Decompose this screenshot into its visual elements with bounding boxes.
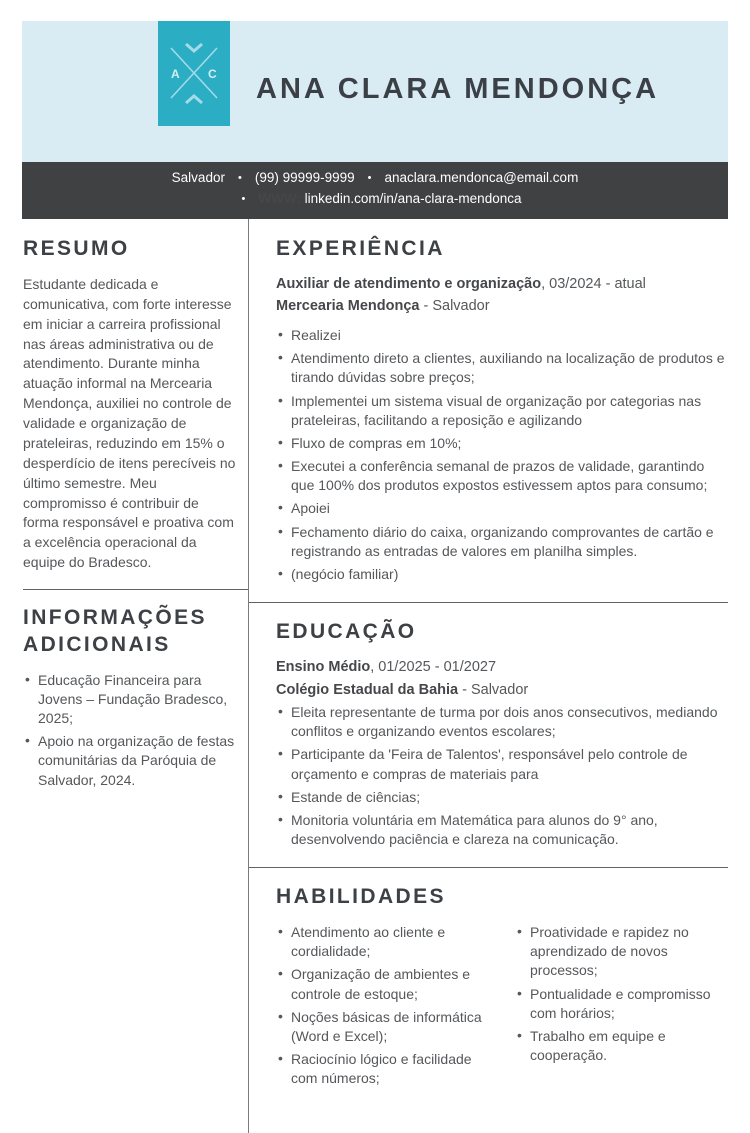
- experience-bullet: • Apoiei: [276, 499, 728, 518]
- left-section-divider: [23, 589, 248, 590]
- website-label: WWW:: [258, 191, 301, 206]
- skill-item: • Trabalho em equipe e cooperação.: [515, 1027, 728, 1065]
- education-bullet-list: [276, 703, 728, 849]
- monogram-logo-icon: [158, 21, 230, 126]
- contact-website-link[interactable]: linkedin.com/in/ana-clara-mendonca: [304, 191, 522, 206]
- education-bullet: • Estande de ciências;: [276, 788, 728, 807]
- skills-column-1: [276, 923, 489, 1092]
- contact-location: Salvador: [171, 170, 225, 185]
- education-bullet: • Eleita representante de turma por dois anos consecutivos, mediando conflitos e organizando eventos escolares;: [276, 703, 728, 741]
- contact-line-1: [32, 168, 718, 189]
- informacao-item: • Educação Financeira para Jovens – Fundação Bradesco, 2025;: [23, 671, 238, 729]
- section-informacoes-adicionais: [23, 605, 238, 790]
- separator-dot: •: [237, 172, 242, 184]
- experience-location: - Salvador: [419, 298, 490, 315]
- informacao-item: • Apoio na organização de festas comunitárias da Paróquia de Salvador, 2024.: [23, 732, 238, 790]
- section-experiencia: [276, 236, 728, 584]
- contact-line-2: [32, 189, 718, 210]
- section-habilidades: [276, 884, 728, 1092]
- educacao-heading: EDUCAÇÃO: [276, 620, 417, 644]
- resume-header: [22, 21, 728, 162]
- chevron-up-icon: [186, 96, 202, 103]
- education-period: , 01/2025 - 01/2027: [370, 658, 497, 675]
- informacoes-heading: INFORMAÇÕES ADICIONAIS: [23, 606, 207, 656]
- right-column: [249, 219, 728, 1133]
- experience-company-line: [276, 297, 728, 317]
- experience-company: Mercearia Mendonça: [276, 298, 420, 315]
- skill-item: • Noções básicas de informática (Word e Excel);: [276, 1008, 489, 1046]
- right-section-divider: [249, 867, 728, 868]
- skill-item: • Proatividade e rapidez no aprendizado de novos processos;: [515, 923, 728, 981]
- education-bullet: • Participante da 'Feira de Talentos', responsável pelo controle de orçamento e compras de materiais para: [276, 745, 728, 783]
- experience-bullet: • (negócio familiar): [276, 565, 728, 584]
- education-degree-line: [276, 658, 728, 678]
- experience-bullet: • Fechamento diário do caixa, organizando comprovantes de cartão e registrando as entradas de valores em planilha simples.: [276, 523, 728, 561]
- logo-left-initial: A: [171, 67, 180, 81]
- section-resumo: [23, 236, 238, 573]
- contact-email-link[interactable]: anaclara.mendonca@email.com: [384, 170, 579, 185]
- informacoes-list: [23, 671, 238, 790]
- education-bullet: • Monitoria voluntária em Matemática para alunos do 9° ano, desenvolvendo paciência e clareza na comunicação.: [276, 811, 728, 849]
- skills-column-2: [515, 923, 728, 1092]
- experience-bullet: • Atendimento direto a clientes, auxiliando na localização de produtos e tirando dúvidas sobre preços;: [276, 349, 728, 387]
- candidate-name: ANA CLARA MENDONÇA: [256, 73, 660, 105]
- resumo-text: Estudante dedicada e comunicativa, com forte interesse em iniciar a carreira profissional nas áreas administrativa ou de atendimento. Durante minha atuação informal na Mercearia Mendonça, auxiliei no controle de validade e organização de prateleiras, reduzindo em 15% o desperdício de itens perecíveis no último semestre. Meu compromisso é contribuir de forma responsável e proativa com a excelência operacional da equipe do Bradesco.: [23, 275, 236, 571]
- main-content: [22, 219, 728, 1133]
- separator-dot: •: [367, 172, 372, 184]
- skills-columns: [276, 923, 728, 1092]
- skill-item: • Raciocínio lógico e facilidade com números;: [276, 1050, 489, 1088]
- education-school: Colégio Estadual da Bahia: [276, 681, 459, 698]
- right-section-divider: [249, 602, 728, 603]
- section-educacao: [276, 619, 728, 849]
- logo-right-initial: C: [208, 67, 217, 81]
- habilidades-heading: HABILIDADES: [276, 885, 446, 909]
- experience-role-line: [276, 275, 728, 295]
- monogram-logo: [158, 21, 230, 126]
- skill-item: • Organização de ambientes e controle de estoque;: [276, 965, 489, 1003]
- resumo-heading: RESUMO: [23, 237, 130, 260]
- left-column: [22, 219, 249, 1133]
- separator-dot: •: [241, 193, 246, 205]
- experience-role: Auxiliar de atendimento e organização: [276, 275, 542, 292]
- education-degree: Ensino Médio: [276, 658, 371, 675]
- experience-bullet: • Implementei um sistema visual de organização por categorias nas prateleiras, facilitando a reposição e agilizando: [276, 392, 728, 430]
- skill-item: • Pontualidade e compromisso com horários;: [515, 985, 728, 1023]
- experiencia-heading: EXPERIÊNCIA: [276, 237, 445, 260]
- skill-item: • Atendimento ao cliente e cordialidade;: [276, 923, 489, 961]
- experience-bullet-list: [276, 326, 728, 584]
- education-school-line: [276, 681, 728, 701]
- education-location: - Salvador: [458, 681, 529, 698]
- experience-bullet: • Executei a conferência semanal de prazos de validade, garantindo que 100% dos produtos expostos estivessem aptos para consumo;: [276, 457, 728, 495]
- experience-period: , 03/2024 - atual: [541, 275, 646, 292]
- experience-bullet: • Fluxo de compras em 10%;: [276, 434, 728, 453]
- contact-phone: (99) 99999-9999: [254, 170, 355, 185]
- contact-bar: [22, 162, 728, 219]
- experience-bullet: • Realizei: [276, 326, 728, 345]
- chevron-down-icon: [186, 44, 202, 51]
